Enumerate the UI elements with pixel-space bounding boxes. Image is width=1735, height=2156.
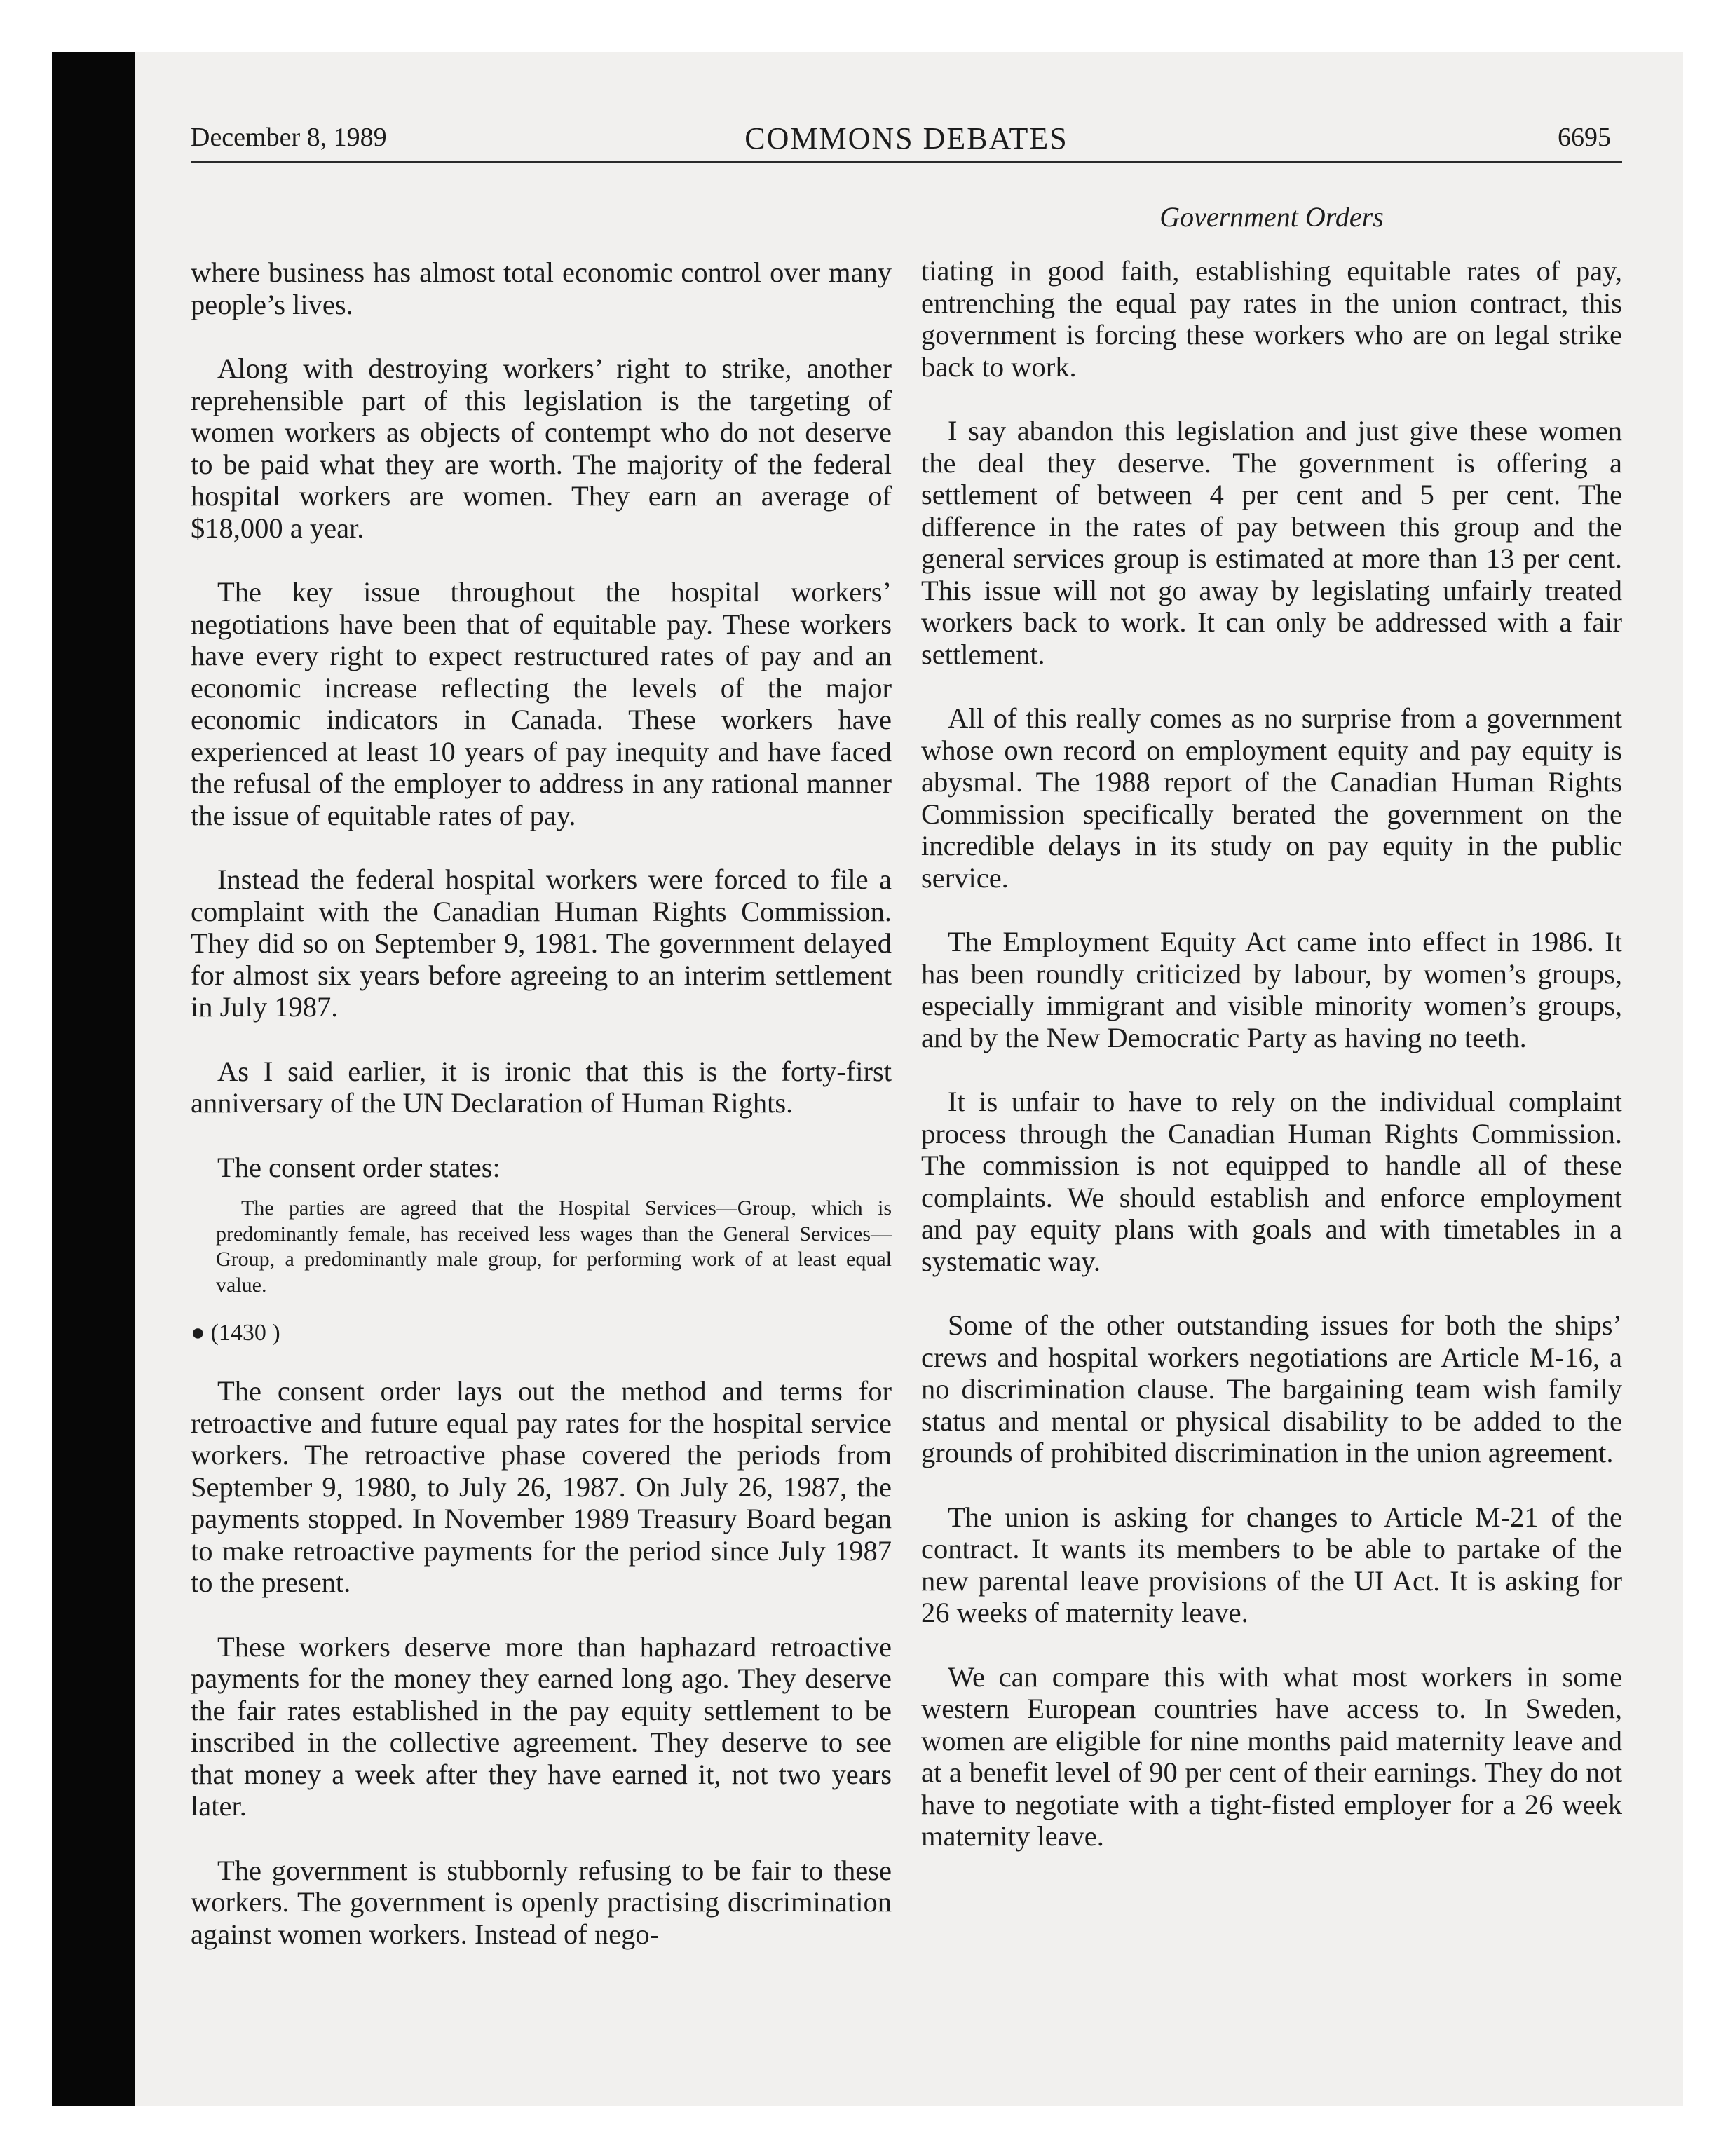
paragraph: The consent order lays out the method and terms for retroactive and future equal pay rates for the hospital service workers. The retroactive phase covered the periods from September 9, 1980, to July 26, 1987. On July 26, 1987, the payments stopped. In November 1989 Treasury Board began to make retroactive payments for the period since July 1987 to the present. xyxy=(191,1375,892,1598)
scanned-page xyxy=(52,52,1683,2106)
paragraph: As I said earlier, it is ironic that this is the forty-first anniversary of the UN Declaration of Human Rights. xyxy=(191,1055,892,1119)
paragraph: I say abandon this legislation and just give these women the deal they deserve. The government is offering a settlement of between 4 per cent and 5 per cent. The difference in the rates of pay between this group and the general services group is estimated at more than 13 per cent. This issue will not go away by legislating unfairly treated workers back to work. It can only be addressed with a fair settlement. xyxy=(921,415,1622,670)
page-number: 6695 xyxy=(1558,123,1611,152)
time-marker-text: (1430 ) xyxy=(210,1320,280,1346)
paragraph: All of this really comes as no surprise from a government whose own record on employment equity and pay equity is abysmal. The 1988 report of the Canadian Human Rights Commission specifically berated the government on the incredible delays in its study on pay equity in the public service. xyxy=(921,702,1622,894)
paragraph: tiating in good faith, establishing equitable rates of pay, entrenching the equal pay rates in the union contract, this government is forcing these workers who are on legal strike back to work. xyxy=(921,255,1622,383)
paragraph: Some of the other outstanding issues for both the ships’ crews and hospital workers negotiations are Article M-16, a no discrimination clause. The bargaining team wish family status and mental or physical disability to be added to the grounds of prohibited discrimination in the union agreement. xyxy=(921,1309,1622,1468)
paragraph: The government is stubbornly refusing to be fair to these workers. The government is openly practising discrimination against women workers. Instead of nego- xyxy=(191,1854,892,1950)
header-date: December 8, 1989 xyxy=(191,123,387,152)
paragraph: Instead the federal hospital workers were forced to file a complaint with the Canadian Human Rights Commission. They did so on September 9, 1981. The government delayed for almost six years before agreeing to an interim settlement in July 1987. xyxy=(191,864,892,1023)
block-quote xyxy=(191,1196,892,1298)
binding-edge xyxy=(52,52,135,2106)
paragraph: These workers deserve more than haphazard retroactive payments for the money they earned long ago. They deserve the fair rates established in the pay equity settlement to be inscribed in the collective agreement. They deserve to see that money a week after they have earned it, not two years later. xyxy=(191,1630,892,1822)
paragraph: We can compare this with what most workers in some western European countries have access to. In Sweden, women are eligible for nine months paid maternity leave and at a benefit level of 90 per cent of their earnings. They do not have to negotiate with a tight-fisted employer for a 26 week maternity leave. xyxy=(921,1660,1622,1852)
paragraph: The Employment Equity Act came into effect in 1986. It has been roundly criticized by labour, by women’s groups, especially immigrant and visible minority women’s groups, and by the New Democratic Party as having no teeth. xyxy=(921,926,1622,1053)
paragraph: It is unfair to have to rely on the individual complaint process through the Canadian Human Rights Commission. The commission is not equipped to handle all of these complaints. We should establish and enforce employment and pay equity plans with goals and with timetables in a systematic way. xyxy=(921,1086,1622,1277)
left-column xyxy=(191,257,892,1982)
right-column xyxy=(921,255,1622,1885)
page-header xyxy=(191,122,1622,163)
paragraph: where business has almost total economic control over many people’s lives. xyxy=(191,257,892,320)
time-marker xyxy=(191,1319,892,1347)
header-title: COMMONS DEBATES xyxy=(744,121,1068,156)
bullet-icon: ● xyxy=(191,1320,205,1346)
paragraph: Along with destroying workers’ right to strike, another reprehensible part of this legislation is the targeting of women workers as objects of contempt who do not deserve to be paid what they are worth. The majority of the federal hospital workers are women. They earn an average of $18,000 a year. xyxy=(191,353,892,544)
quote-text: The parties are agreed that the Hospital Services—Group, which is predominantly female, has received less wages than the General Services—Group, a predominantly male group, for performing work of at least equal value. xyxy=(216,1196,892,1297)
paragraph: The consent order states: xyxy=(217,1151,501,1183)
paragraph: The union is asking for changes to Article M-21 of the contract. It wants its members to be able to partake of the new parental leave provisions of the UI Act. It is asking for 26 weeks of maternity leave. xyxy=(921,1501,1622,1628)
section-label: Government Orders xyxy=(1159,201,1384,233)
paragraph: The key issue throughout the hospital workers’ negotiations have been that of equitable pay. These workers have every right to expect restructured rates of pay and an economic increase reflecting the levels of the major economic indicators in Canada. These workers have experienced at least 10 years of pay inequity and have faced the refusal of the employer to address in any rational manner the issue of equitable rates of pay. xyxy=(191,576,892,831)
